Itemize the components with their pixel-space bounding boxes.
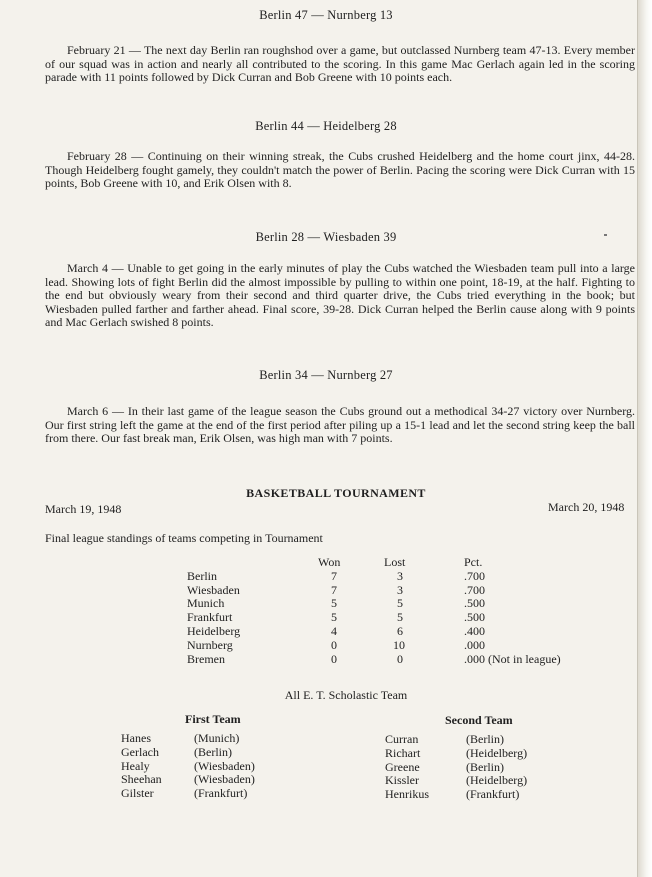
lost-value: 3 xyxy=(397,582,403,597)
won-value: 7 xyxy=(331,568,337,583)
paragraph-text: March 6 — In their last game of the league season the Cubs ground out a methodical 34-27 victory over Nurnberg. Our first string left the game at the end of the first period after piling up a 15-1 lead and let the second string keep the ball from there. Our fast break man, Erik Olsen, was high man with 7 points. xyxy=(45,404,635,446)
team-name: Frankfurt xyxy=(187,610,233,625)
player-team: (Wiesbaden) xyxy=(194,758,255,773)
game-report-paragraph xyxy=(45,405,635,446)
lost-value: 6 xyxy=(397,623,403,638)
player-name: Gerlach xyxy=(121,744,159,759)
second-team-heading: Second Team xyxy=(445,713,513,727)
paragraph-text: February 21 — The next day Berlin ran roughshod over a game, but outclassed Nurnberg team 47-13. Every member of our squad was in action and nearly all contributed to the scoring. In this game Mac Gerlach again led in the scoring parade with 11 points followed by Dick Curran and Bob Greene with 10 points each. xyxy=(45,43,635,85)
game-score-heading: Berlin 34 — Nurnberg 27 xyxy=(259,368,393,382)
player-team: (Munich) xyxy=(194,731,240,745)
team-name: Nurnberg xyxy=(187,637,233,652)
game-score-heading: Berlin 44 — Heidelberg 28 xyxy=(255,119,397,133)
player-name: Healy xyxy=(121,758,150,773)
lost-value: 0 xyxy=(397,651,403,666)
won-value: 5 xyxy=(331,596,337,611)
lost-value: 10 xyxy=(393,637,405,652)
page-binding-edge xyxy=(637,0,652,877)
player-team: (Wiesbaden) xyxy=(194,772,255,787)
lost-value: 5 xyxy=(397,596,403,611)
player-team: (Berlin) xyxy=(194,744,232,759)
player-team: (Heidelberg) xyxy=(466,773,528,788)
team-name: Munich xyxy=(187,596,225,611)
tournament-title: BASKETBALL TOURNAMENT xyxy=(246,486,426,500)
paragraph-text: February 28 — Continuing on their winning streak, the Cubs crushed Heidelberg and the home court jinx, 44-28. Though Heidelberg fought gamely, they couldn't match the power of Berlin. Pacing the scoring were Dick Curran with 15 points, Bob Greene with 10, and Erik Olsen with 8. xyxy=(45,149,635,191)
team-name: Wiesbaden xyxy=(187,582,240,597)
standings-caption: Final league standings of teams competing in Tournament xyxy=(45,531,323,545)
tournament-date-end: March 20, 1948 xyxy=(548,500,625,514)
first-team-heading: First Team xyxy=(185,712,241,726)
player-name: Gilster xyxy=(121,786,154,801)
print-speck xyxy=(604,234,607,236)
lost-value: 3 xyxy=(397,568,403,583)
player-team: (Heidelberg) xyxy=(466,745,528,760)
scholastic-team-title: All E. T. Scholastic Team xyxy=(284,688,408,702)
game-score-heading: Berlin 47 — Nurnberg 13 xyxy=(259,8,393,22)
player-team: (Berlin) xyxy=(466,732,504,746)
column-header-won: Won xyxy=(318,555,341,569)
pct-value: .000 xyxy=(464,637,485,652)
team-name: Heidelberg xyxy=(187,623,241,638)
player-name: Hanes xyxy=(121,731,151,745)
pct-value: .500 xyxy=(464,610,485,625)
won-value: 5 xyxy=(331,610,337,625)
pct-value: .400 xyxy=(464,623,485,638)
won-value: 0 xyxy=(331,651,337,666)
game-report-paragraph xyxy=(45,44,635,85)
player-team: (Frankfurt) xyxy=(466,787,520,802)
lost-value: 5 xyxy=(397,610,403,625)
player-name: Sheehan xyxy=(121,772,162,787)
pct-value: .000 (Not in league) xyxy=(464,651,561,666)
player-name: Richart xyxy=(385,745,421,760)
won-value: 0 xyxy=(331,637,337,652)
tournament-date-start: March 19, 1948 xyxy=(45,502,122,516)
team-name: Bremen xyxy=(187,651,225,666)
game-score-heading: Berlin 28 — Wiesbaden 39 xyxy=(255,230,397,244)
player-team: (Frankfurt) xyxy=(194,786,248,801)
pct-value: .700 xyxy=(464,582,485,597)
column-header-pct: Pct. xyxy=(464,555,483,569)
paragraph-text: March 4 — Unable to get going in the early minutes of play the Cubs watched the Wiesbaden team pull into a large lead. Showing lots of fight Berlin did the almost impossible by pulling to within one point, 18-19, at the half. Fighting to the end but obviously weary from their second and third quarter drive, the Cubs tried everything in the book; but Wiesbaden pulled farther and farther ahead. Final score, 39-28. Dick Curran helped the Berlin cause along with 9 points and Mac Gerlach swished 8 points. xyxy=(45,261,635,330)
pct-value: .700 xyxy=(464,568,485,583)
player-name: Kissler xyxy=(385,773,419,788)
column-header-lost: Lost xyxy=(384,555,406,569)
player-name: Greene xyxy=(385,759,420,774)
game-report-paragraph xyxy=(45,262,635,330)
won-value: 4 xyxy=(331,623,337,638)
player-name: Henrikus xyxy=(385,787,429,802)
game-report-paragraph xyxy=(45,150,635,191)
pct-value: .500 xyxy=(464,596,485,611)
team-name: Berlin xyxy=(187,568,217,583)
player-team: (Berlin) xyxy=(466,759,504,774)
won-value: 7 xyxy=(331,582,337,597)
player-name: Curran xyxy=(385,732,419,746)
